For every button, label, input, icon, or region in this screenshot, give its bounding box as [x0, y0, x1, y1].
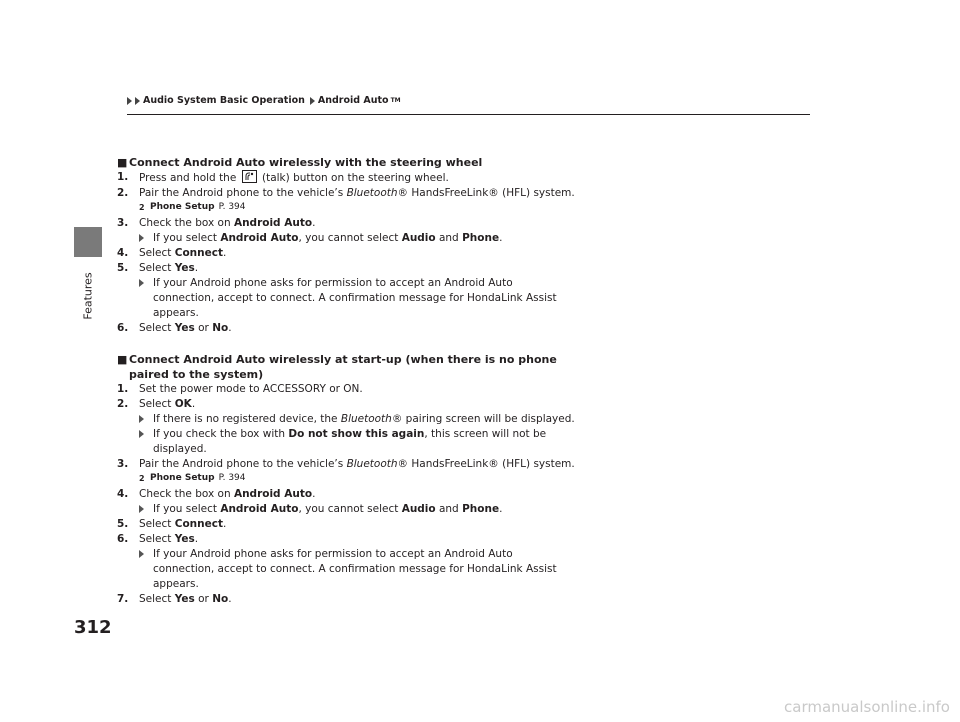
talk-button-icon: [242, 170, 257, 183]
step-6: 6. Select Yes or No.: [117, 322, 232, 334]
note: If your Android phone asks for permission to accept an Android Auto connection, accept to connect. A confirmation message for HondaLink Assist appears.: [139, 547, 577, 592]
section-heading: ■ Connect Android Auto wirelessly with the steering wheel: [117, 156, 483, 169]
breadcrumb: [127, 95, 401, 106]
note: If your Android phone asks for permission to accept an Android Auto connection, accept to connect. A confirmation message for HondaLink Assist appears.: [139, 276, 577, 321]
triangle-arrow-icon: [139, 415, 144, 423]
step-3: 3. Check the box on Android Auto.: [117, 217, 316, 229]
triangle-arrow-icon: [139, 430, 144, 438]
triangle-arrow-icon: [139, 505, 144, 513]
note: If you select Android Auto, you cannot select Audio and Phone.: [139, 231, 577, 246]
step-1: 1. Set the power mode to ACCESSORY or ON.: [117, 383, 363, 395]
cross-reference[interactable]: [139, 472, 577, 485]
page-number: 312: [74, 617, 112, 638]
cross-reference[interactable]: [139, 201, 577, 214]
xref-page: P. 394: [218, 473, 246, 483]
breadcrumb-arrow-icon: [135, 97, 140, 105]
trademark-mark: TM: [390, 97, 401, 104]
xref-link[interactable]: Phone Setup: [150, 473, 215, 483]
breadcrumb-arrow-icon: [127, 97, 132, 105]
step-1: 1. Press and hold the (talk) button on the steering wheel.: [117, 171, 449, 184]
note: If there is no registered device, the Bluetooth® pairing screen will be displayed.: [139, 412, 577, 427]
step-7: 7. Select Yes or No.: [117, 593, 232, 605]
header-rule: [127, 114, 810, 115]
triangle-arrow-icon: [139, 234, 144, 242]
square-bullet-icon: ■: [117, 353, 128, 366]
xref-link[interactable]: Phone Setup: [150, 202, 215, 212]
section-tab: [74, 227, 102, 257]
section-heading: ■ Connect Android Auto wirelessly at start-up (when there is no phone paired to the system): [117, 353, 557, 381]
step-5: 5. Select Yes.: [117, 262, 199, 274]
step-4: 4. Check the box on Android Auto.: [117, 488, 316, 500]
reference-icon: 2: [139, 202, 145, 212]
step-5: 5. Select Connect.: [117, 518, 227, 530]
xref-page: P. 394: [218, 202, 246, 212]
reference-icon: 2: [139, 473, 145, 483]
step-6: 6. Select Yes.: [117, 533, 199, 545]
step-2: 2. Select OK.: [117, 398, 196, 410]
breadcrumb-part2[interactable]: Android Auto: [317, 95, 389, 106]
note: If you check the box with Do not show this again, this screen will not be displayed.: [139, 427, 577, 457]
breadcrumb-part1[interactable]: Audio System Basic Operation: [143, 95, 305, 106]
step-3: 3. Pair the Android phone to the vehicle’s Bluetooth® HandsFreeLink® (HFL) system.: [117, 458, 575, 470]
triangle-arrow-icon: [139, 279, 144, 287]
breadcrumb-arrow-icon: [310, 97, 315, 105]
content: [117, 153, 577, 607]
note: If you select Android Auto, you cannot select Audio and Phone.: [139, 502, 577, 517]
triangle-arrow-icon: [139, 550, 144, 558]
square-bullet-icon: ■: [117, 156, 128, 169]
section-label: Features: [81, 272, 95, 320]
step-4: 4. Select Connect.: [117, 247, 227, 259]
watermark: carmanualsonline.info: [784, 698, 950, 716]
step-2: 2. Pair the Android phone to the vehicle’s Bluetooth® HandsFreeLink® (HFL) system.: [117, 187, 575, 199]
